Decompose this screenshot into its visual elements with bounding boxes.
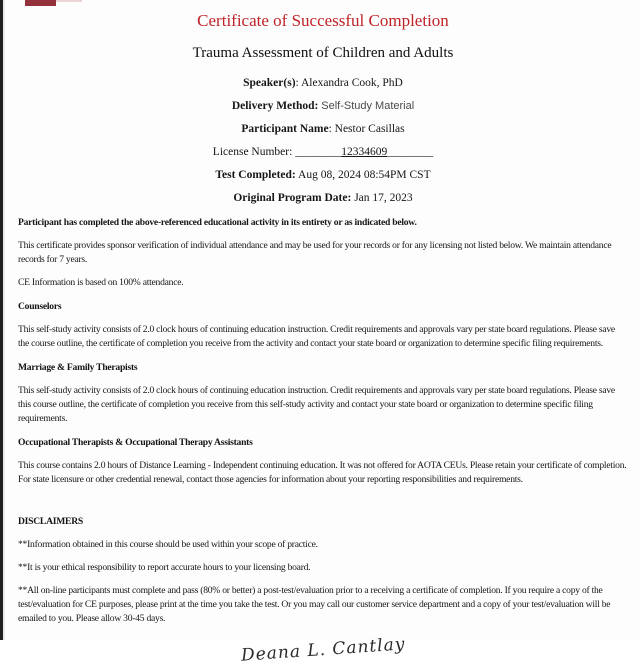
- attendance-note: CE Information is based on 100% attendance.: [18, 277, 184, 288]
- section-heading-mft: Marriage & Family Therapists: [18, 362, 138, 373]
- license-number-label: License Number:: [212, 146, 293, 158]
- license-blank-post: ________: [387, 146, 434, 158]
- completion-statement: Participant has completed the above-referenced educational activity in its entirety or as indicated below.: [18, 217, 417, 228]
- signature-block: [18, 634, 628, 666]
- license-number-value: 12334609: [341, 146, 388, 158]
- sponsor-note: This certificate provides sponsor verification of individual attendance and may be used for your records or for any licensing not listed below. We maintain attendance records for 7 years.: [18, 240, 612, 265]
- course-title: Trauma Assessment of Children and Adults: [192, 45, 454, 61]
- license-blank-pre: ________: [295, 146, 342, 158]
- disclaimer-item: **All on-line participants must complete and pass (80% or better) a post-test/evaluation prior to a receiving a certificate of completion. If you require a copy of the test/evaluation for CE purposes, please print at the time you take the test. Or you may call our customer service department and a copy of your test/evaluation will be emailed to you. Please allow 30-45 days.: [18, 585, 611, 624]
- participant-name-row: [18, 123, 628, 135]
- signature: Deana L. Cantlay: [240, 634, 406, 666]
- test-completed-row: [18, 169, 628, 181]
- speaker-row: [18, 77, 628, 89]
- disclaimer-item: **Information obtained in this course should be used within your scope of practice.: [18, 539, 318, 550]
- disclaimer-item: **It is your ethical responsibility to report accurate hours to your licensing board.: [18, 562, 311, 573]
- certificate-title: Certificate of Successful Completion: [197, 11, 449, 30]
- program-date-row: [18, 192, 628, 204]
- delivery-method-value: Self-Study Material: [321, 100, 415, 112]
- certificate-content: [18, 0, 628, 666]
- speaker-label: Speaker(s): [243, 77, 296, 89]
- delivery-method-label: Delivery Method:: [231, 100, 319, 112]
- program-date-label: Original Program Date:: [233, 192, 352, 204]
- license-number-row: [18, 146, 628, 158]
- section-text-counselors: This self-study activity consists of 2.0 clock hours of continuing education instruction. Credit requirements and approvals vary per state board regulations. Please save the course outline, the certificate of completion you receive from the activity and contact your state board or organization to determine specific filing requirements.: [18, 324, 615, 349]
- section-text-ot: This course contains 2.0 hours of Distance Learning - Independent continuing education. It was not offered for AOTA CEUs. Please retain your certificate of completion. For state licensure or other credential renewal, contact those agencies for information about your reporting responsibilities and requirements.: [18, 460, 627, 485]
- left-edge-shadow: [3, 0, 5, 640]
- section-heading-counselors: Counselors: [18, 301, 62, 312]
- disclaimers-heading: DISCLAIMERS: [18, 516, 83, 527]
- certificate-body: [18, 216, 628, 626]
- section-text-mft: This self-study activity consists of 2.0 clock hours of continuing education instruction. Credit requirements and approvals vary per state board regulations. Please save this course outline, the certificate of completion you receive from this self-study activity and contact your state board or organization to determine specific filing requirements.: [18, 385, 615, 424]
- delivery-method-row: [18, 100, 628, 112]
- participant-name-value: : Nestor Casillas: [328, 123, 405, 135]
- speaker-value: : Alexandra Cook, PhD: [295, 77, 403, 89]
- test-completed-value: Aug 08, 2024 08:54PM CST: [298, 169, 431, 181]
- participant-name-label: Participant Name: [241, 123, 329, 135]
- test-completed-label: Test Completed:: [215, 169, 296, 181]
- section-heading-ot: Occupational Therapists & Occupational Therapy Assistants: [18, 437, 253, 448]
- program-date-value: Jan 17, 2023: [354, 192, 413, 204]
